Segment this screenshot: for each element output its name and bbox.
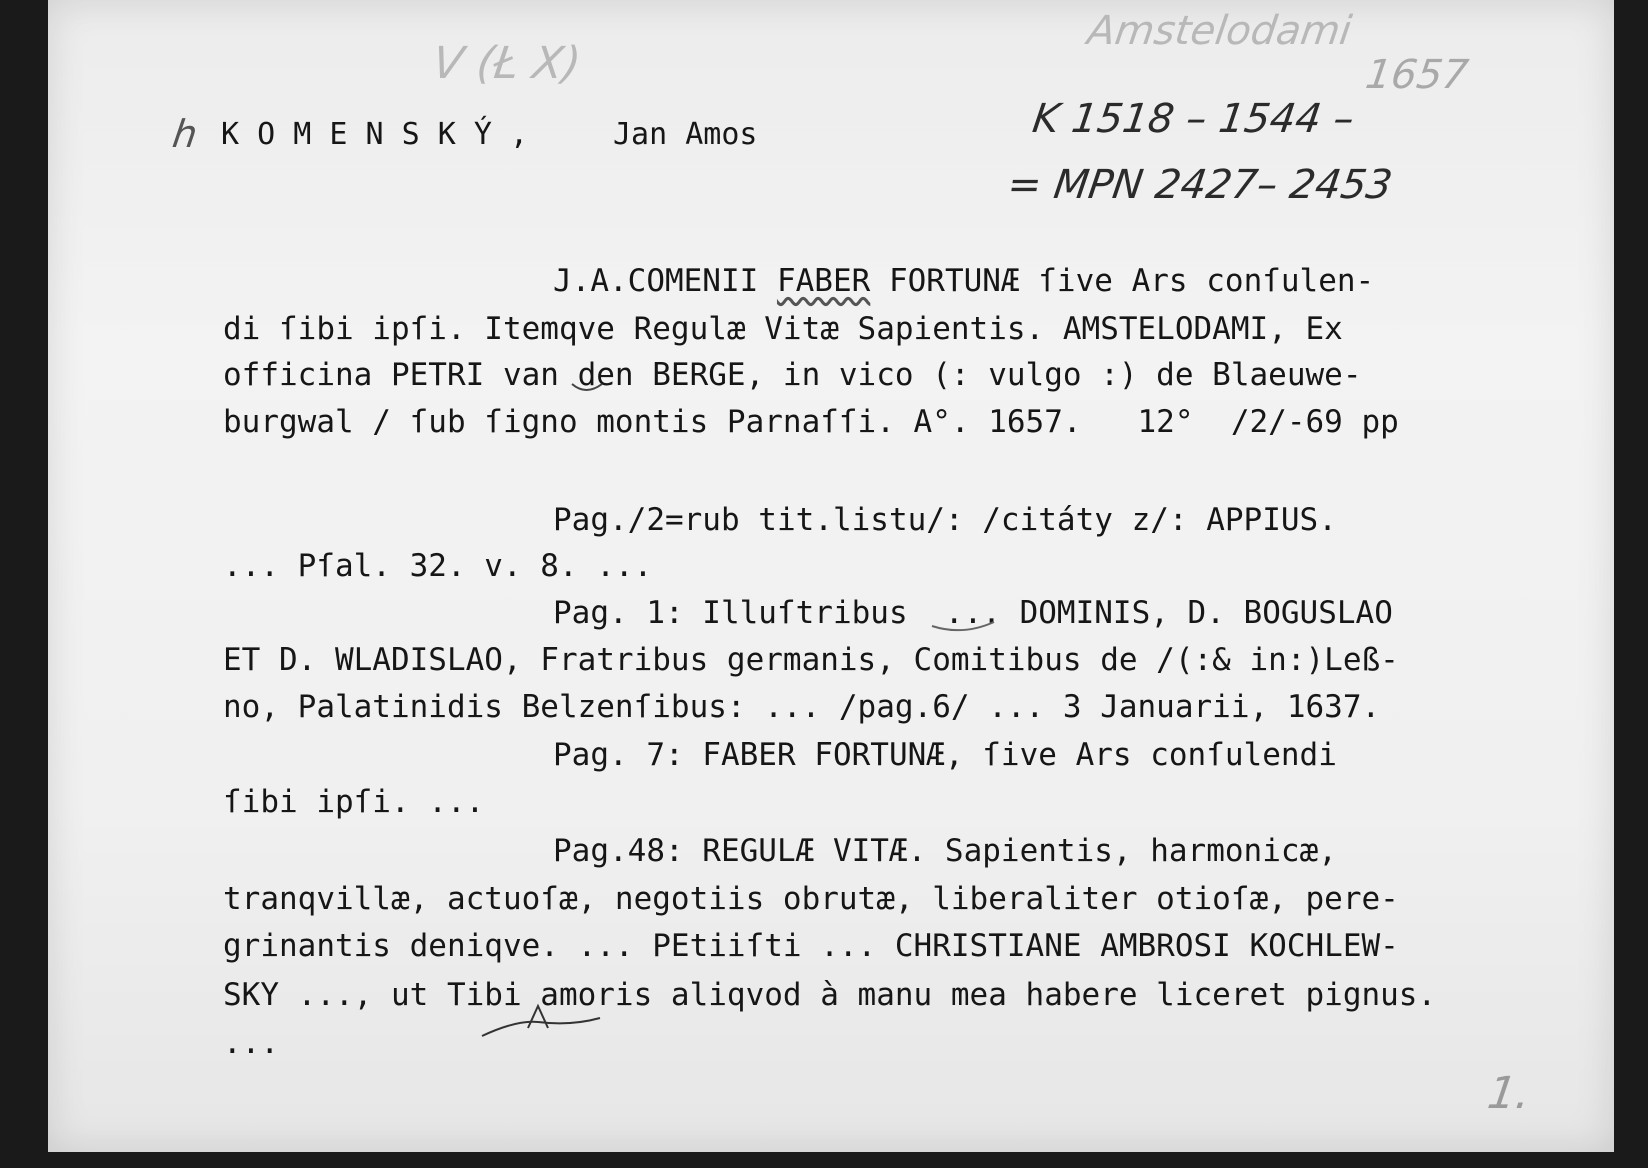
record-line-3: officina PETRI van den BERGE, in vico (: vulgo :) de Blaeuwe- — [223, 357, 1362, 393]
catalog-card — [48, 0, 1614, 1152]
record-line-6: ... Pſal. 32. v. 8. ... — [223, 548, 653, 584]
record-line-15: SKY ..., ut Tibi amoris aliqvod à manu mea habere liceret pignus. — [223, 977, 1437, 1013]
record-line-11: ſibi ipſi. ... — [223, 784, 485, 820]
record-line-4: burgwal / ſub ſigno montis Parnaſſi. A°. 1657. 12° /2/-69 pp — [223, 404, 1399, 440]
underlined-title-word: FABER — [776, 263, 871, 299]
record-line-13: tranqvillæ, actuoſæ, negotiis obrutæ, liberaliter otioſæ, pere- — [223, 881, 1399, 917]
corner-number: 1. — [1484, 1068, 1534, 1119]
record-line-14: grinantis deniqve. ... PEtiiſti ... CHRISTIANE AMBROSI KOCHLEW- — [223, 928, 1399, 964]
author-given-name: Jan Amos — [613, 117, 758, 152]
record-line-7: Pag. 1: Illuſtribus ... DOMINIS, D. BOGUSLAO — [553, 595, 1393, 631]
handwritten-year: 1657 — [1362, 52, 1472, 98]
correction-mark-ligature — [568, 380, 608, 400]
faint-pencil-note-left: V (Ł X) — [429, 38, 584, 89]
shelf-mark-line-2: = MPN 2427– 2453 — [1004, 162, 1396, 208]
record-line-12: Pag.48: REGULÆ VITÆ. Sapientis, harmonicæ, — [553, 833, 1337, 869]
faint-pencil-note-right: Amstelodami — [1084, 8, 1355, 54]
record-line-10: Pag. 7: FABER FORTUNÆ, ſive Ars conſulendi — [553, 737, 1337, 773]
author-name: K O M E N S K Ý , — [221, 117, 529, 152]
record-line-1: J.A.COMENII FABER FORTUNÆ ſive Ars conſulen- — [553, 263, 1375, 299]
correction-mark-arc — [928, 618, 998, 638]
record-line-8: ET D. WLADISLAO, Fratribus germanis, Comitibus de /(:& in:)Leß- — [223, 642, 1399, 678]
record-line-2: di ſibi ipſi. Itemqve Regulæ Vitæ Sapientis. AMSTELODAMI, Ex — [223, 311, 1343, 347]
record-line-5: Pag./2=rub tit.listu/: /citáty z/: APPIUS. — [553, 502, 1337, 538]
correction-mark-caret — [476, 1000, 606, 1040]
heading-marker: h — [169, 112, 201, 156]
record-line-9: no, Palatinidis Belzenſibus: ... /pag.6/ ... 3 Januarii, 1637. — [223, 689, 1381, 725]
record-line-16: ... — [223, 1025, 279, 1061]
shelf-mark-line-1: K 1518 – 1544 – — [1029, 96, 1357, 142]
